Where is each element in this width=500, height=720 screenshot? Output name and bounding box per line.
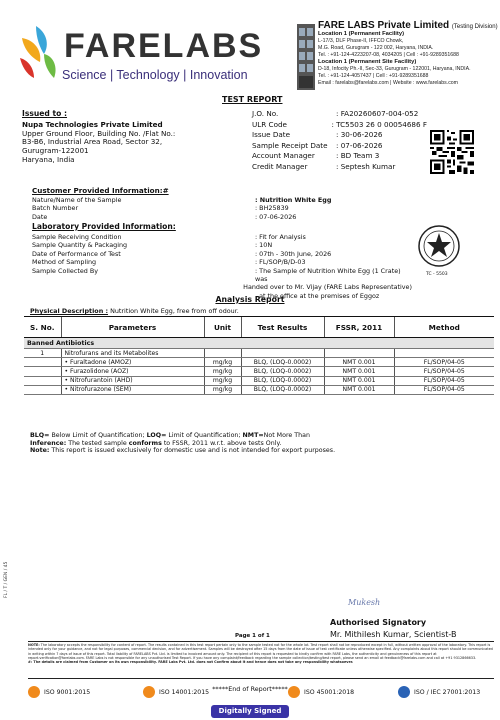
- info-value: : 10N: [255, 241, 273, 250]
- test-result: BLQ, (LOQ-0.0002): [241, 367, 324, 376]
- abbreviations-line: BLQ= Below Limit of Quantification; LOQ= Limit of Quantification; NMT=Not More Than: [30, 432, 310, 439]
- fine-print-bold-line: #: The details are claimed from Customer on its own responsibility. FARE Labs Pvt. Ltd. does not Confirm about it and hence does not take any responsibility whatsoever.: [28, 660, 354, 665]
- meta-value: : 30-06-2026: [336, 130, 383, 139]
- fine-print-notes: NOTE: The laboratory accepts the responsibility for content of report. The results contained in this test report pertain only to the sample tested not for the whole lot. Test report shall not be reproduced except in full, without written approval of the laboratory. This report is intended only for your guidance, and not for legal purposes, commercial decision, and for advertisement. Samples will be destroyed after 15 days from the date of issue of test certificate unless otherwise specified. Any complaints about this report should be communicated in writing within 7 days of issue of this report. Total liability of FARELABS Pvt. Ltd. is limited to invoiced amount only. The recipient of this report is requested to kindly confirm with FARE Labs, the authenticity and genuineness of this report at report.verification@farelabs.com. FARE Labs is not responsible for any unauthorised Test Report. If you have any complaint/feedback regarding the sample collection/testing/test report, please send an email at feedback@farelabs.com and call at +91 9312866633. #: The details are claimed from Customer on its own responsibility. FARE Labs Pvt. Ltd. does not Confirm about it and hence does not take any responsibility whatsoever.: [28, 641, 494, 679]
- cert-iso-9001: ISO 9001:2015: [28, 683, 90, 701]
- inference-line: Inference: The tested sample conforms to FSSR, 2011 w.r.t. above tests Only.: [30, 439, 282, 447]
- location2-line: Email : farelabs@farelabs.com | Website : www.farelabs.com: [318, 80, 459, 86]
- accreditation-seal-icon: [417, 224, 461, 272]
- info-value: : The Sample of Nutrition White Egg (1 Crate) was: [255, 266, 401, 284]
- meta-key: Issue Date: [252, 130, 291, 139]
- location1-line: M.G. Road, Gurugram - 122 002, Haryana, INDIA.: [318, 45, 434, 51]
- column-header: FSSR, 2011: [324, 317, 394, 338]
- location1-heading: Location 1 (Permanent Facility): [318, 31, 405, 37]
- meta-key: Sample Receipt Date: [252, 140, 328, 150]
- table-row: [24, 358, 494, 367]
- method: FL/SOP/04-05: [394, 358, 494, 367]
- table-group-row: [24, 338, 494, 349]
- column-header: S. No.: [24, 317, 61, 338]
- parameter-name: • Furaltadone (AMOZ): [61, 358, 204, 367]
- logo-name: FARELABS: [64, 27, 264, 65]
- column-header: Method: [394, 317, 494, 338]
- unit: mg/kg: [204, 376, 241, 385]
- customer-info-row: [32, 204, 412, 212]
- meta-row: [252, 109, 427, 120]
- table-row: [24, 349, 494, 358]
- authorised-signatory-title: Authorised Signatory: [330, 618, 427, 627]
- group-label: Banned Antibiotics: [24, 338, 494, 349]
- fssr-limit: NMT 0.001: [324, 358, 394, 367]
- lab-info-row: [32, 258, 412, 266]
- qr-code-icon: [430, 130, 474, 174]
- unit: mg/kg: [204, 367, 241, 376]
- table-row: [24, 367, 494, 376]
- info-key: [32, 283, 239, 291]
- legend-block: [30, 432, 490, 455]
- issued-to-address-line: Gurugram-122001: [22, 146, 89, 156]
- column-header: Parameters: [61, 317, 204, 338]
- lab-info-row: [32, 233, 412, 241]
- meta-value: : TC5503 26 0 00054686 F: [331, 119, 427, 129]
- info-key: Sample Collected By: [32, 266, 99, 275]
- cell-empty: [204, 349, 241, 358]
- cell-empty: [24, 376, 61, 385]
- customer-info-row: [32, 213, 412, 221]
- column-header: Test Results: [241, 317, 324, 338]
- meta-value: : Septesh Kumar: [336, 161, 396, 171]
- parameter-name: • Nitrofurantoin (AHD): [61, 376, 204, 385]
- issued-to-block: [22, 110, 252, 165]
- meta-row: [252, 141, 427, 152]
- info-value: : 07th - 30th June, 2026: [255, 249, 332, 258]
- lab-info-row: [32, 241, 412, 249]
- meta-value: : 07-06-2026: [336, 140, 383, 150]
- farelabs-logo: [16, 22, 271, 92]
- fssr-limit: NMT 0.001: [324, 376, 394, 385]
- cell-empty: [324, 349, 394, 358]
- info-key: Batch Number: [32, 204, 79, 213]
- note-line: Note: This report is issued exclusively for domestic use and is not intended for export purposes.: [30, 447, 336, 455]
- logo-tagline: Science | Technology | Innovation: [62, 68, 248, 82]
- cell-empty: [394, 349, 494, 358]
- issued-to-address-line: Upper Ground Floor, Building No. /Flat No.:: [22, 128, 176, 138]
- info-value: : BH25839: [255, 204, 289, 213]
- results-table: [24, 316, 494, 395]
- location2-line: D-18, Infocity Ph.-II, Sec-33, Gurugram - 122001, Haryana, INDIA.: [318, 66, 471, 72]
- info-value: Handed over to Mr. Vijay (FARE Labs Representative): [239, 283, 412, 292]
- location2-line: Tel. : +91-124-4057437 | Cell : +91-9289351688: [318, 73, 429, 79]
- analysis-report-heading: Analysis Report: [215, 295, 285, 304]
- lab-info-list: [32, 233, 412, 300]
- seal-code: TC - 5503: [426, 272, 448, 277]
- cell-empty: [24, 385, 61, 394]
- info-key: Sample Receiving Condition: [32, 233, 122, 241]
- side-form-code: FL / T / GEN / 45: [4, 561, 9, 598]
- table-row: [24, 376, 494, 385]
- end-of-report: *****End of Report*****: [212, 685, 288, 693]
- location2-heading: Location 1 (Permanent Site Facility): [318, 59, 417, 65]
- test-result: BLQ, (LOQ-0.0002): [241, 385, 324, 394]
- digitally-signed-badge: Digitally Signed: [211, 705, 289, 718]
- info-key: Nature/Name of the Sample: [32, 196, 122, 204]
- meta-row: [252, 130, 427, 141]
- customer-info-row: [32, 196, 412, 204]
- cert-iso-27001: ISO / IEC 27001:2013: [398, 683, 480, 701]
- info-value: at the office at the premises of Eggoz: [255, 291, 380, 300]
- building-icon: [297, 22, 315, 92]
- page-number: Page 1 of 1: [235, 633, 270, 639]
- cell-empty: [241, 349, 324, 358]
- unit: mg/kg: [204, 358, 241, 367]
- report-meta: [252, 109, 427, 172]
- table-header-row: [24, 317, 494, 338]
- column-header: Unit: [204, 317, 241, 338]
- cell-empty: [24, 367, 61, 376]
- physical-value: Nutrition White Egg, free from off odour.: [110, 307, 239, 315]
- issued-to-company: Nupa Technologies Private Limited: [22, 119, 163, 129]
- cell-empty: [24, 358, 61, 367]
- unit: mg/kg: [204, 385, 241, 394]
- signatory-name: Mr. Mithilesh Kumar, Scientist-B: [330, 630, 457, 639]
- method: FL/SOP/04-05: [394, 376, 494, 385]
- lab-info-heading: Laboratory Provided Information:: [32, 222, 176, 231]
- meta-value: : BD Team 3: [336, 151, 380, 160]
- location1-line: L-17/3, DLF Phase-II, IFFCO Chowk,: [318, 38, 404, 44]
- signature-scribble: Mukesh: [348, 598, 381, 607]
- farelabs-logo-mark-icon: [16, 24, 60, 82]
- test-result: BLQ, (LOQ-0.0002): [241, 358, 324, 367]
- info-value: : 07-06-2026: [255, 212, 297, 221]
- location1-line: Tel. : +91-124-4223207-08, 4034205 | Cell : +91-9289351688: [318, 52, 459, 58]
- test-result: BLQ, (LOQ-0.0002): [241, 376, 324, 385]
- meta-row: [252, 151, 427, 162]
- info-value: : FL/SOP/B/D-03: [255, 258, 306, 267]
- report-title: TEST REPORT: [222, 95, 283, 104]
- customer-info-list: [32, 196, 412, 221]
- company-title: FARE LABS Private Limited (Testing Division): [318, 20, 498, 31]
- meta-key: ULR Code: [252, 119, 287, 129]
- lab-info-row: [32, 250, 412, 258]
- physical-label: Physical Description :: [30, 307, 109, 315]
- lab-info-row: [32, 267, 412, 284]
- customer-info-heading: Customer Provided Information:#: [32, 186, 169, 195]
- parameter-name: • Nitrofurazone (SEM): [61, 385, 204, 394]
- fssr-limit: NMT 0.001: [324, 385, 394, 394]
- meta-key: Credit Manager: [252, 161, 308, 171]
- info-key: Method of Sampling: [32, 258, 97, 267]
- cert-iso-45001: ISO 45001:2018: [288, 683, 354, 701]
- issued-to-heading: Issued to :: [22, 109, 68, 118]
- meta-row: [252, 120, 427, 131]
- info-value: : Fit for Analysis: [255, 233, 306, 241]
- info-key: Date: [32, 212, 48, 221]
- meta-row: [252, 162, 427, 173]
- cert-iso-14001: ISO 14001:2015: [143, 683, 209, 701]
- info-value: : Nutrition White Egg: [255, 196, 332, 204]
- serial-number: 1: [24, 349, 61, 358]
- physical-description: [30, 307, 239, 315]
- meta-key: Account Manager: [252, 151, 315, 160]
- method: FL/SOP/04-05: [394, 367, 494, 376]
- table-row: [24, 385, 494, 394]
- meta-value: : FA20260607-004-052: [336, 109, 419, 118]
- company-address-block: [318, 20, 498, 87]
- issued-to-address-line: Haryana, India: [22, 154, 75, 164]
- info-key: Sample Quantity & Packaging: [32, 241, 128, 250]
- method: FL/SOP/04-05: [394, 385, 494, 394]
- meta-key: J.O. No.: [252, 109, 279, 118]
- lab-info-row: [32, 283, 412, 291]
- parameter-name: Nitrofurans and its Metabolites: [61, 349, 204, 358]
- parameter-name: • Furazolidone (AOZ): [61, 367, 204, 376]
- info-key: Date of Performance of Test: [32, 249, 121, 258]
- fssr-limit: NMT 0.001: [324, 367, 394, 376]
- issued-to-address-line: B3-B6, Industrial Area Road, Sector 32,: [22, 137, 163, 147]
